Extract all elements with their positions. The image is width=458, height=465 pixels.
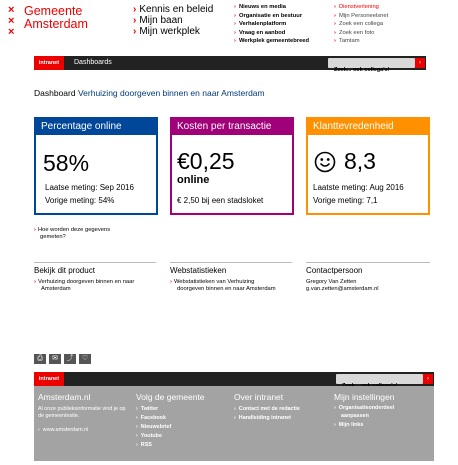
bottom-bar <box>34 372 434 386</box>
contact-email[interactable]: g.van.zetten@amsterdam.nl <box>306 286 379 292</box>
top-bar <box>34 56 426 73</box>
intranet-tag[interactable]: intranet <box>34 372 64 386</box>
chevron-right-icon: › <box>136 415 138 421</box>
chevron-right-icon: › <box>334 405 336 411</box>
sub-nav-2 <box>334 3 388 46</box>
card-line-2: Vorige meting: 7,1 <box>313 196 378 205</box>
footer <box>34 386 434 461</box>
contact-name: Gregory Van Zetten <box>306 279 357 285</box>
footer-link-nieuwsbrief[interactable]: › Nieuwsbrief <box>136 424 172 430</box>
footer-link-mijn-links[interactable]: › Mijn links <box>334 422 364 428</box>
chevron-right-icon: › <box>234 21 236 28</box>
sub-nav-item[interactable]: › Werkplek gemeentebreed <box>234 38 310 45</box>
card-value: 8,3 <box>344 148 376 174</box>
card-title: Kosten per transactie <box>172 119 292 135</box>
footer-link-youtube[interactable]: › Youtube <box>136 433 162 439</box>
footer-social-links <box>136 405 171 450</box>
card-line-1: € 2,50 bij een stadsloket <box>177 196 264 205</box>
footer-title-volg: Volg de gemeente <box>136 392 205 402</box>
chevron-right-icon: › <box>334 422 336 428</box>
how-measured-link[interactable]: › Hoe worden deze gegevens gemeten? <box>34 227 111 240</box>
section-title-stats: Webstatistieken <box>170 266 227 275</box>
card-line-1: Laatste meting: Aug 2016 <box>313 183 404 192</box>
card-line-2: Vorige meting: 54% <box>45 196 115 205</box>
card-line-1: Laatse meting: Sep 2016 <box>45 183 134 192</box>
chevron-right-icon: › <box>34 227 36 233</box>
chevron-right-icon: › <box>136 433 138 439</box>
sub-nav-item[interactable]: › Nieuws en media <box>234 4 286 10</box>
footer-link-contact[interactable]: › Contact met de redactie <box>234 406 300 412</box>
footer-text: Al onze publieksinformatie vind je op de gemeentesite. <box>38 406 126 419</box>
chevron-right-icon: › <box>334 4 336 10</box>
footer-about-links <box>234 405 300 423</box>
stats-link[interactable]: › Webstatistieken van Verhuizing doorgeven binnen en naar Amsterdam <box>170 279 276 292</box>
search-input[interactable] <box>328 58 415 73</box>
chevron-right-icon: › <box>133 26 137 37</box>
logo-line-1: Gemeente <box>24 4 83 18</box>
chevron-right-icon: › <box>234 29 236 36</box>
page-title-prefix: Dashboard <box>34 88 78 98</box>
chevron-right-icon: › <box>234 406 236 412</box>
chevron-right-icon: › <box>136 442 138 448</box>
footer-title-over: Over intranet <box>234 392 284 402</box>
page-title <box>34 88 265 99</box>
footer-link-organisatie-2[interactable]: aanpassen <box>341 413 369 419</box>
favorite-icon[interactable]: ♡ <box>79 354 91 364</box>
page-title-text: Verhuizing doorgeven binnen en naar Amsterdam <box>77 88 265 98</box>
sub-nav-item[interactable]: › Mijn Personeelsnet <box>334 12 389 19</box>
chevron-right-icon: › <box>34 279 36 285</box>
print-icon[interactable]: ⎙ <box>34 354 46 364</box>
divider <box>306 262 430 263</box>
chevron-right-icon: › <box>234 415 236 421</box>
footer-title-instellingen: Mijn instellingen <box>334 392 395 402</box>
smiley-icon <box>314 151 336 173</box>
sub-nav-item-active[interactable]: › Dienstverlening <box>334 4 379 10</box>
footer-title-amsterdam: Amsterdam.nl <box>38 392 91 402</box>
section-title-product: Bekijk dit product <box>34 266 95 275</box>
main-nav-item[interactable]: › Kennis en beleid <box>133 4 214 15</box>
chevron-right-icon: › <box>234 12 236 19</box>
logo-cross-2: × <box>8 15 15 27</box>
chevron-right-icon: › <box>334 38 336 45</box>
search-placeholder: Zoek... ook collega's! <box>334 67 390 73</box>
sub-nav-item[interactable]: › Vraag en aanbod <box>234 29 286 36</box>
sub-nav-item[interactable]: › Zoek een collega <box>334 21 384 28</box>
share-icon[interactable]: ⤴ <box>64 354 76 364</box>
chevron-right-icon: › <box>334 29 336 36</box>
chevron-right-icon: › <box>38 427 40 433</box>
footer-link-rss[interactable]: › RSS <box>136 442 152 448</box>
footer-link-facebook[interactable]: › Facebook <box>136 415 166 421</box>
main-nav-item[interactable]: › Mijn werkplek <box>133 26 200 37</box>
logo-cross-3: × <box>8 26 15 38</box>
chevron-right-icon: › <box>136 424 138 430</box>
chevron-right-icon: › <box>334 12 336 19</box>
search-button[interactable]: › <box>415 58 425 68</box>
product-link[interactable]: › Verhuizing doorgeven binnen en naar Amsterdam <box>34 279 135 292</box>
footer-link-handleiding[interactable]: › Handleiding intranet <box>234 415 291 421</box>
card-value: €0,25 <box>177 148 235 174</box>
card-unit: online <box>177 174 210 186</box>
chevron-right-icon: › <box>334 21 336 28</box>
footer-settings-links <box>334 405 394 430</box>
logo-cross-1: × <box>8 4 15 16</box>
card-value: 58% <box>43 150 90 176</box>
chevron-right-icon: › <box>133 4 137 15</box>
section-title-contact: Contactpersoon <box>306 266 363 275</box>
chevron-right-icon: › <box>234 4 236 10</box>
intranet-tag[interactable]: intranet <box>34 56 64 70</box>
sub-nav-item[interactable]: › Tamtam <box>334 38 360 45</box>
main-nav-item[interactable]: › Mijn baan <box>133 15 183 26</box>
card-percentage-online <box>34 117 158 215</box>
chevron-right-icon: › <box>136 406 138 412</box>
sub-nav-item[interactable]: › Organisatie en bestuur <box>234 12 303 19</box>
mail-icon[interactable]: ✉ <box>49 354 61 364</box>
chevron-right-icon: › <box>234 38 236 45</box>
footer-link-organisatie[interactable]: › Organisatieonderdeel <box>334 405 395 411</box>
footer-link-amsterdam[interactable]: › www.amsterdam.nl <box>38 427 89 433</box>
divider <box>170 262 292 263</box>
sub-nav-1 <box>234 3 309 46</box>
main-nav <box>133 4 213 37</box>
breadcrumb-dashboards[interactable]: Dashboards <box>74 59 112 66</box>
divider <box>34 262 156 263</box>
sub-nav-item[interactable]: › Zoek een foto <box>334 29 375 36</box>
search-button[interactable]: › <box>423 374 433 384</box>
card-title: Klanttevredenheid <box>308 119 428 135</box>
logo[interactable] <box>8 5 113 41</box>
search-input[interactable] <box>336 374 423 384</box>
card-title: Percentage online <box>36 119 156 135</box>
card-kosten <box>170 117 294 215</box>
chevron-right-icon: › <box>133 15 137 26</box>
logo-line-2: Amsterdam <box>24 17 88 31</box>
chevron-right-icon: › <box>170 279 172 285</box>
footer-link-twitter[interactable]: › Twitter <box>136 406 159 412</box>
sub-nav-item[interactable]: › Verhalenplatform <box>234 21 287 28</box>
card-klanttevredenheid <box>306 117 430 215</box>
